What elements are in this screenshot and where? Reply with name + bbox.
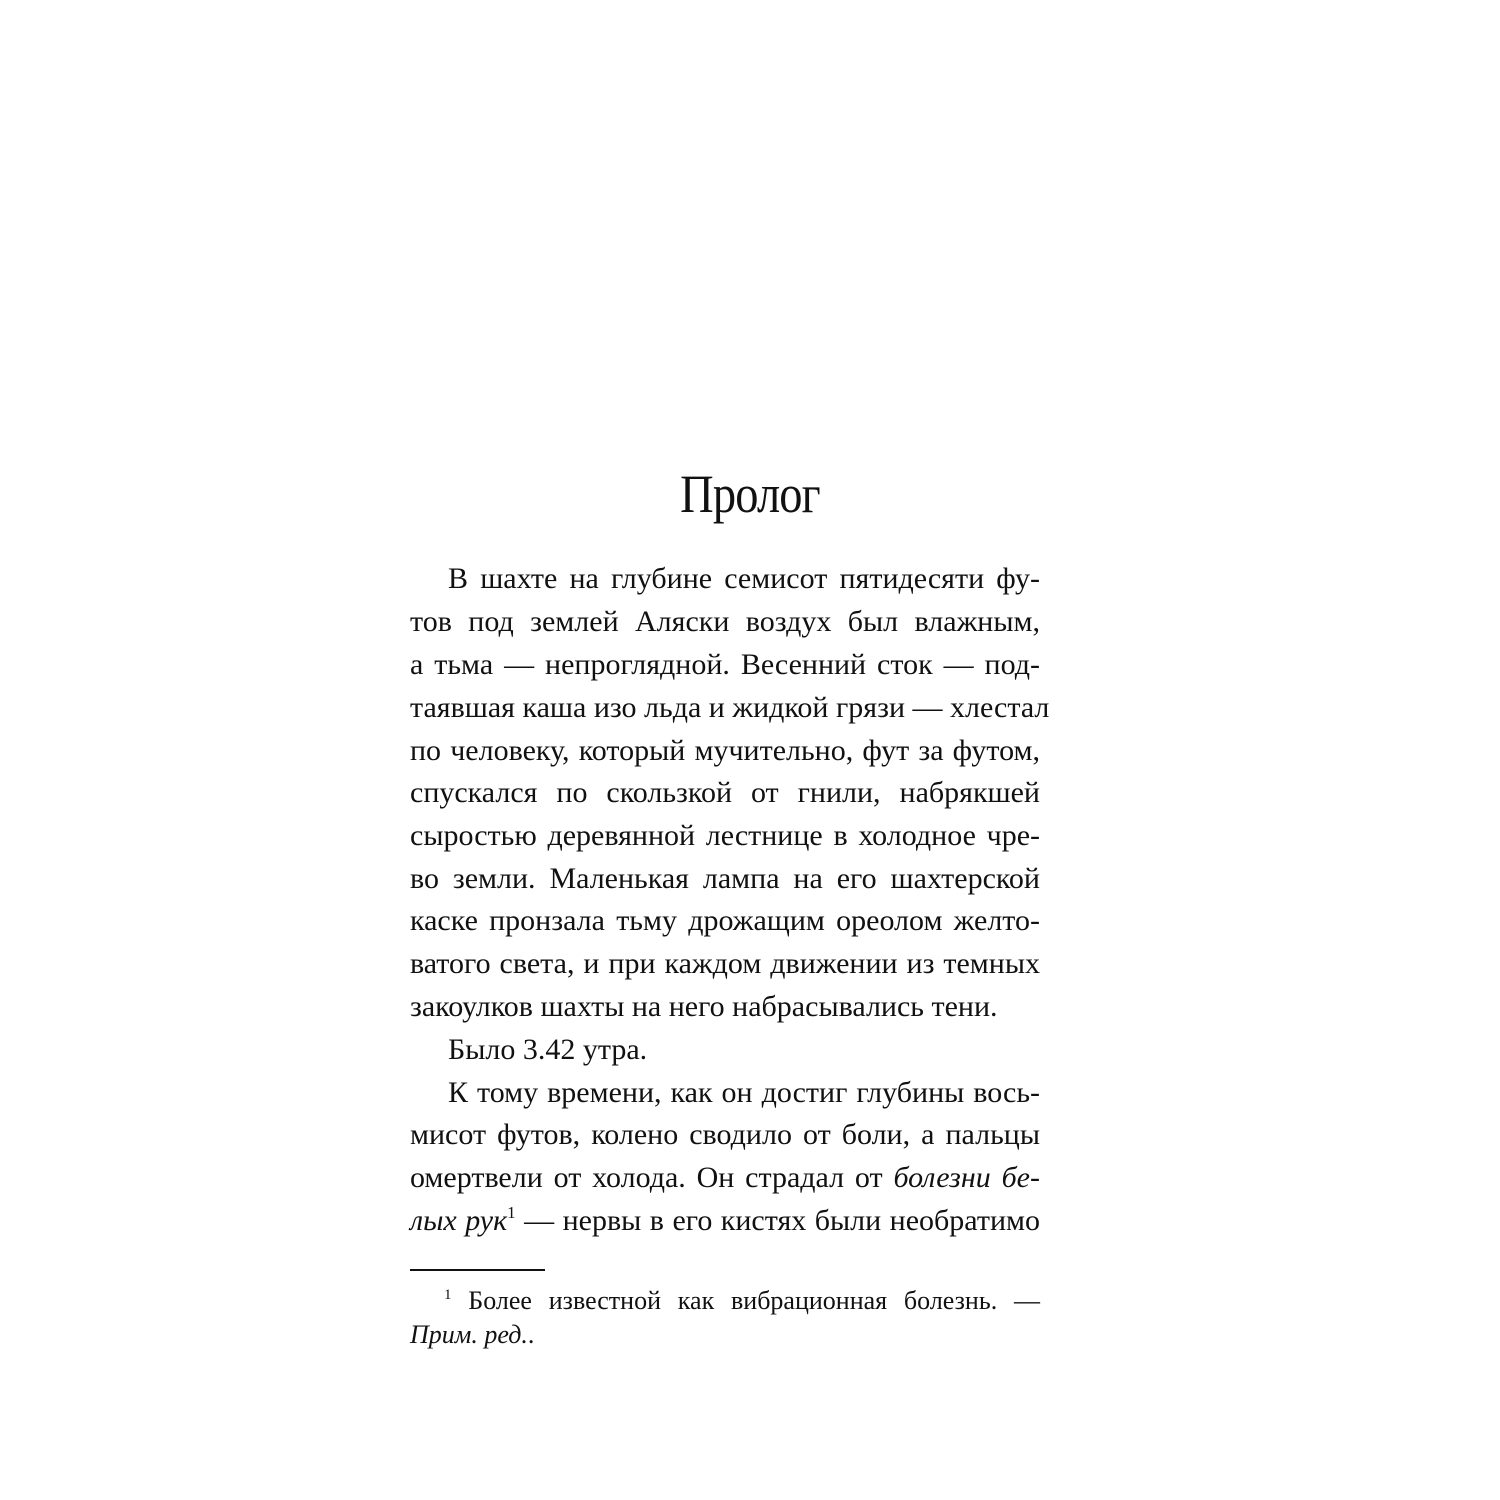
- text-line: каске пронзала тьму дрожащим ореолом желто-: [410, 904, 1040, 937]
- text-line: таявшая каша изо льда и жидкой грязи — хлестал: [410, 691, 1050, 724]
- text-line: а тьма — непроглядной. Весенний сток — под-: [410, 648, 1040, 681]
- footnote-source-tail: .: [527, 1320, 535, 1349]
- text-line: тов под землей Аляски воздух был влажным,: [410, 605, 1040, 638]
- footnote-source: Прим. ред.: [410, 1320, 528, 1349]
- footnote-text: Более известной как вибрационная болезнь. —: [451, 1286, 1040, 1315]
- text-line: закоулков шахты на него набрасывались тени.: [410, 990, 998, 1023]
- text-line: мисот футов, колено сводило от боли, а пальцы: [410, 1118, 1040, 1151]
- text-line: спускался по скользкой от гнили, набрякшей: [410, 776, 1040, 809]
- text-line: Было 3.42 утра.: [448, 1033, 648, 1066]
- italic-term: болезни бе-: [893, 1161, 1040, 1194]
- text-line: во земли. Маленькая лампа на его шахтерской: [410, 862, 1040, 895]
- text-span: — нервы в его кистях были необратимо: [515, 1204, 1040, 1237]
- footnote-marker: 1: [444, 1287, 452, 1303]
- footnote-line: [410, 1318, 534, 1352]
- footnote-line: [444, 1284, 1040, 1318]
- text-span: омертвели от холода. Он страдал от: [410, 1161, 894, 1194]
- text-line: В шахте на глубине семисот пятидесяти фу-: [448, 562, 1040, 595]
- footnote-reference[interactable]: 1: [507, 1203, 516, 1222]
- italic-term: лых рук: [410, 1204, 508, 1237]
- chapter-title: Пролог: [680, 464, 820, 524]
- text-line: К тому времени, как он достиг глубины вось-: [448, 1076, 1040, 1109]
- text-line: по человеку, который мучительно, фут за футом,: [410, 734, 1040, 767]
- text-line: [410, 1199, 1040, 1243]
- footnote-divider: [410, 1269, 545, 1271]
- text-line: ватого света, и при каждом движении из темных: [410, 947, 1040, 980]
- text-line: сыростью деревянной лестнице в холодное чре-: [410, 819, 1040, 852]
- text-line: [410, 1156, 1040, 1200]
